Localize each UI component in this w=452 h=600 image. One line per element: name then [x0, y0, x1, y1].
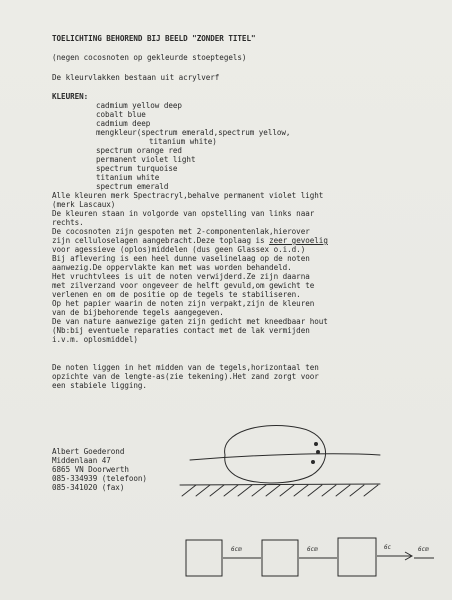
spacing-label: 6cm — [231, 546, 242, 553]
color-item: spectrum turquoise — [96, 164, 178, 173]
document-subtitle: (negen cocosnoten op gekleurde stoeptegels) — [52, 53, 247, 62]
underlined-phrase: zeer gevoelig — [269, 236, 328, 245]
tile-square — [186, 540, 222, 576]
document-title: TOELICHTING BEHOREND BIJ BEELD "ZONDER TITEL" — [52, 34, 256, 43]
paragraph-line: Alle kleuren merk Spectracryl,behalve permanent violet light — [52, 191, 324, 200]
tile-square — [338, 538, 376, 576]
paragraph-line: rechts. — [52, 218, 84, 227]
paragraph-line: een stabiele ligging. — [52, 381, 147, 390]
tiles-top-view-sketch — [186, 538, 434, 576]
paragraph-line: (Nb:bij eventuele reparaties contact met de lak vermijden — [52, 326, 310, 335]
paragraph-line: met zilverzand voor ongeveer de helft gevuld,om gewicht te — [52, 281, 315, 290]
paragraph-line: (merk Lascaux) — [52, 200, 116, 209]
paragraph-line: opzichte van de lengte-as(zie tekening).Het zand zorgt voor — [52, 372, 319, 381]
spacing-label: 6c — [384, 544, 392, 551]
spacing-label: 6cm — [418, 546, 429, 553]
color-item: mengkleur(spectrum emerald,spectrum yellow, — [96, 128, 291, 137]
paragraph-line: Bij aflevering is een heel dunne vaselinelaag op de noten — [52, 254, 310, 263]
color-item: titanium white) — [149, 137, 217, 146]
color-item: permanent violet light — [96, 155, 196, 164]
paragraph-line: voor agessieve (oplos)middelen (dus geen Glassex o.i.d.) — [52, 245, 306, 254]
address-line: Middenlaan 47 — [52, 456, 111, 465]
paragraph-line: verlenen en om de positie op de tegels te stabiliseren. — [52, 290, 301, 299]
coconut-eye — [317, 451, 320, 454]
paragraph-line: van de bijbehorende tegels aangegeven. — [52, 308, 224, 317]
color-item: spectrum emerald — [96, 182, 169, 191]
tile-hatching — [182, 485, 378, 496]
address-line: 085-334939 (telefoon) — [52, 474, 147, 483]
colors-heading: KLEUREN: — [52, 92, 89, 101]
color-item: cobalt blue — [96, 110, 146, 119]
color-item: cadmium deep — [96, 119, 151, 128]
address-line: Albert Goederond — [52, 447, 125, 456]
paragraph-line: De van nature aanwezige gaten zijn gedicht met kneedbaar hout — [52, 317, 328, 326]
paragraph-line: i.v.m. oplosmiddel) — [52, 335, 138, 344]
spacing-label: 6cm — [307, 546, 318, 553]
color-item: spectrum orange red — [96, 146, 182, 155]
intro-line: De kleurvlakken bestaan uit acrylverf — [52, 73, 220, 82]
paragraph-text: zijn celluloselagen aangebracht.Deze toplaag is — [52, 236, 270, 245]
color-item: titanium white — [96, 173, 160, 182]
coconut-side-view-sketch — [180, 426, 380, 496]
paragraph-line: De cocosnoten zijn gespoten met 2-componentenlak,hierover — [52, 227, 310, 236]
coconut-eye — [312, 461, 315, 464]
paragraph-line: Het vruchtvlees is uit de noten verwijderd.Ze zijn daarna — [52, 272, 310, 281]
horizontal-axis-line — [190, 454, 380, 460]
paragraph-line: Op het papier waarin de noten zijn verpakt,zijn de kleuren — [52, 299, 315, 308]
tile-square — [262, 540, 298, 576]
address-line: 6865 VN Doorwerth — [52, 465, 129, 474]
coconut-eye — [315, 443, 318, 446]
paragraph-line: De noten liggen in het midden van de tegels,horizontaal ten — [52, 363, 319, 372]
paragraph-line: De kleuren staan in volgorde van opstelling van links naar — [52, 209, 315, 218]
color-item: cadmium yellow deep — [96, 101, 182, 110]
address-line: 085-341020 (fax) — [52, 483, 125, 492]
paragraph-line: aanwezig.De oppervlakte kan met was worden behandeld. — [52, 263, 292, 272]
